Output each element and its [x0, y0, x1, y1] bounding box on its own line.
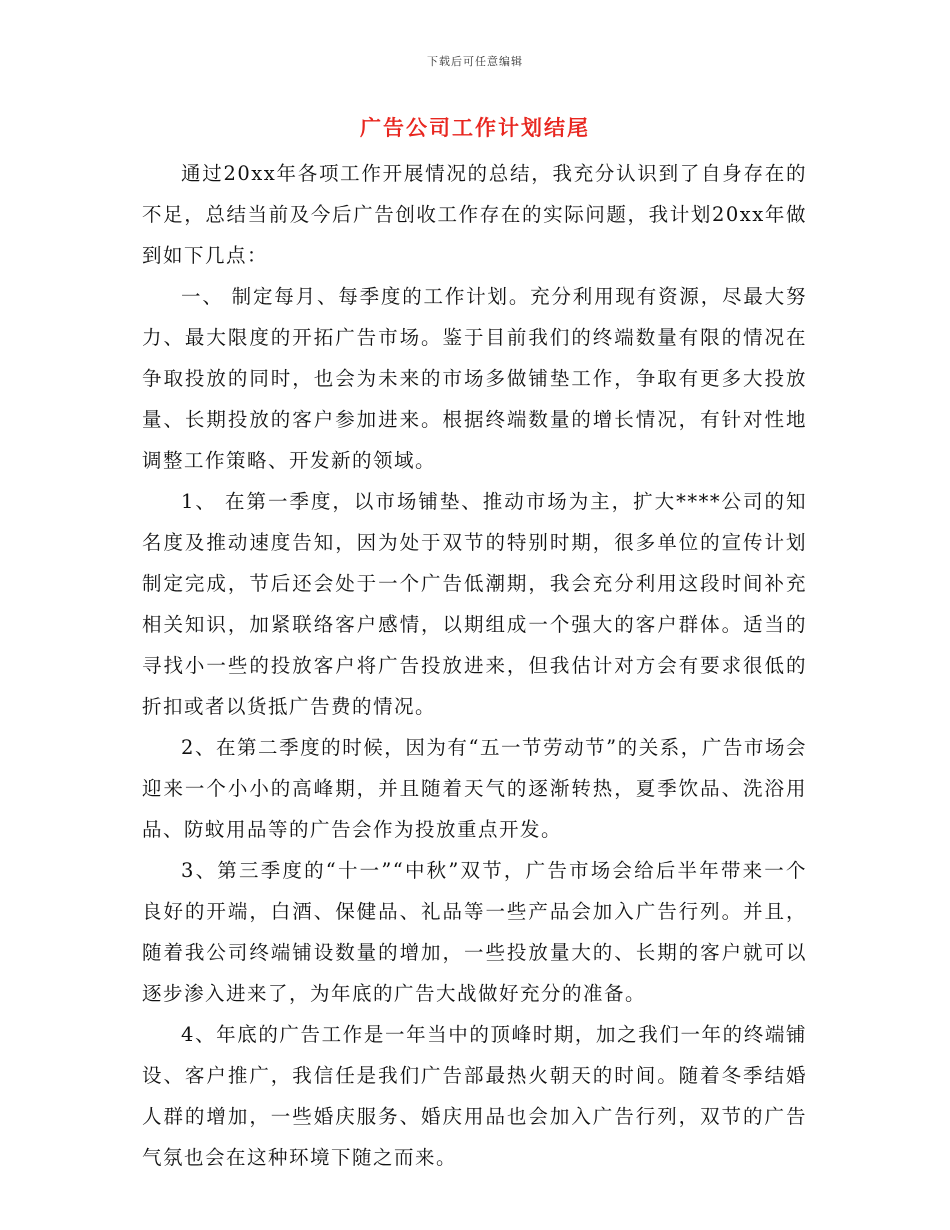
paragraph-q1: 1、 在第一季度，以市场铺垫、推动市场为主，扩大****公司的知名度及推动速度告知，因为处于双节的特别时期，很多单位的宣传计划制定完成，节后还会处于一个广告低潮期，我会充分利用这段时间补充相关知识，加紧联络客户感情，以期组成一个强大的客户群体。适当的寻找小一些的投放客户将广告投放进来，但我估计对方会有要求很低的折扣或者以货抵广告费的情况。 — [142, 490, 807, 718]
header-note: 下载后可任意编辑 — [427, 55, 523, 68]
document-title: 广告公司工作计划结尾 — [360, 115, 590, 140]
paragraph-q2: 2、在第二季度的时候，因为有“五一节劳动节”的关系，广告市场会迎来一个小小的高峰期，并且随着天气的逐渐转热，夏季饮品、洗浴用品、防蚊用品等的广告会作为投放重点开发。 — [142, 736, 807, 841]
paragraph-q3: 3、第三季度的“十一”“中秋”双节，广告市场会给后半年带来一个良好的开端，白酒、保健品、礼品等一些产品会加入广告行列。并且，随着我公司终端铺设数量的增加，一些投放量大的、长期的客户就可以逐步渗入进来了，为年底的广告大战做好充分的准备。 — [142, 859, 807, 1005]
document-body — [142, 153, 807, 1178]
paragraph-q4: 4、年底的广告工作是一年当中的顶峰时期，加之我们一年的终端铺设、客户推广，我信任是我们广告部最热火朝天的时间。随着冬季结婚人群的增加，一些婚庆服务、婚庆用品也会加入广告行列，双节的广告气氛也会在这种环境下随之而来。 — [142, 1023, 807, 1169]
paragraph-section-1: 一、 制定每月、每季度的工作计划。充分利用现有资源，尽最大努力、最大限度的开拓广告市场。鉴于目前我们的终端数量有限的情况在争取投放的同时，也会为未来的市场多做铺垫工作，争取有更多大投放量、长期投放的客户参加进来。根据终端数量的增长情况，有针对性地调整工作策略、开发新的领域。 — [142, 285, 807, 472]
paragraph-intro: 通过20xx年各项工作开展情况的总结，我充分认识到了自身存在的不足，总结当前及今后广告创收工作存在的实际问题，我计划20xx年做到如下几点： — [142, 162, 807, 267]
